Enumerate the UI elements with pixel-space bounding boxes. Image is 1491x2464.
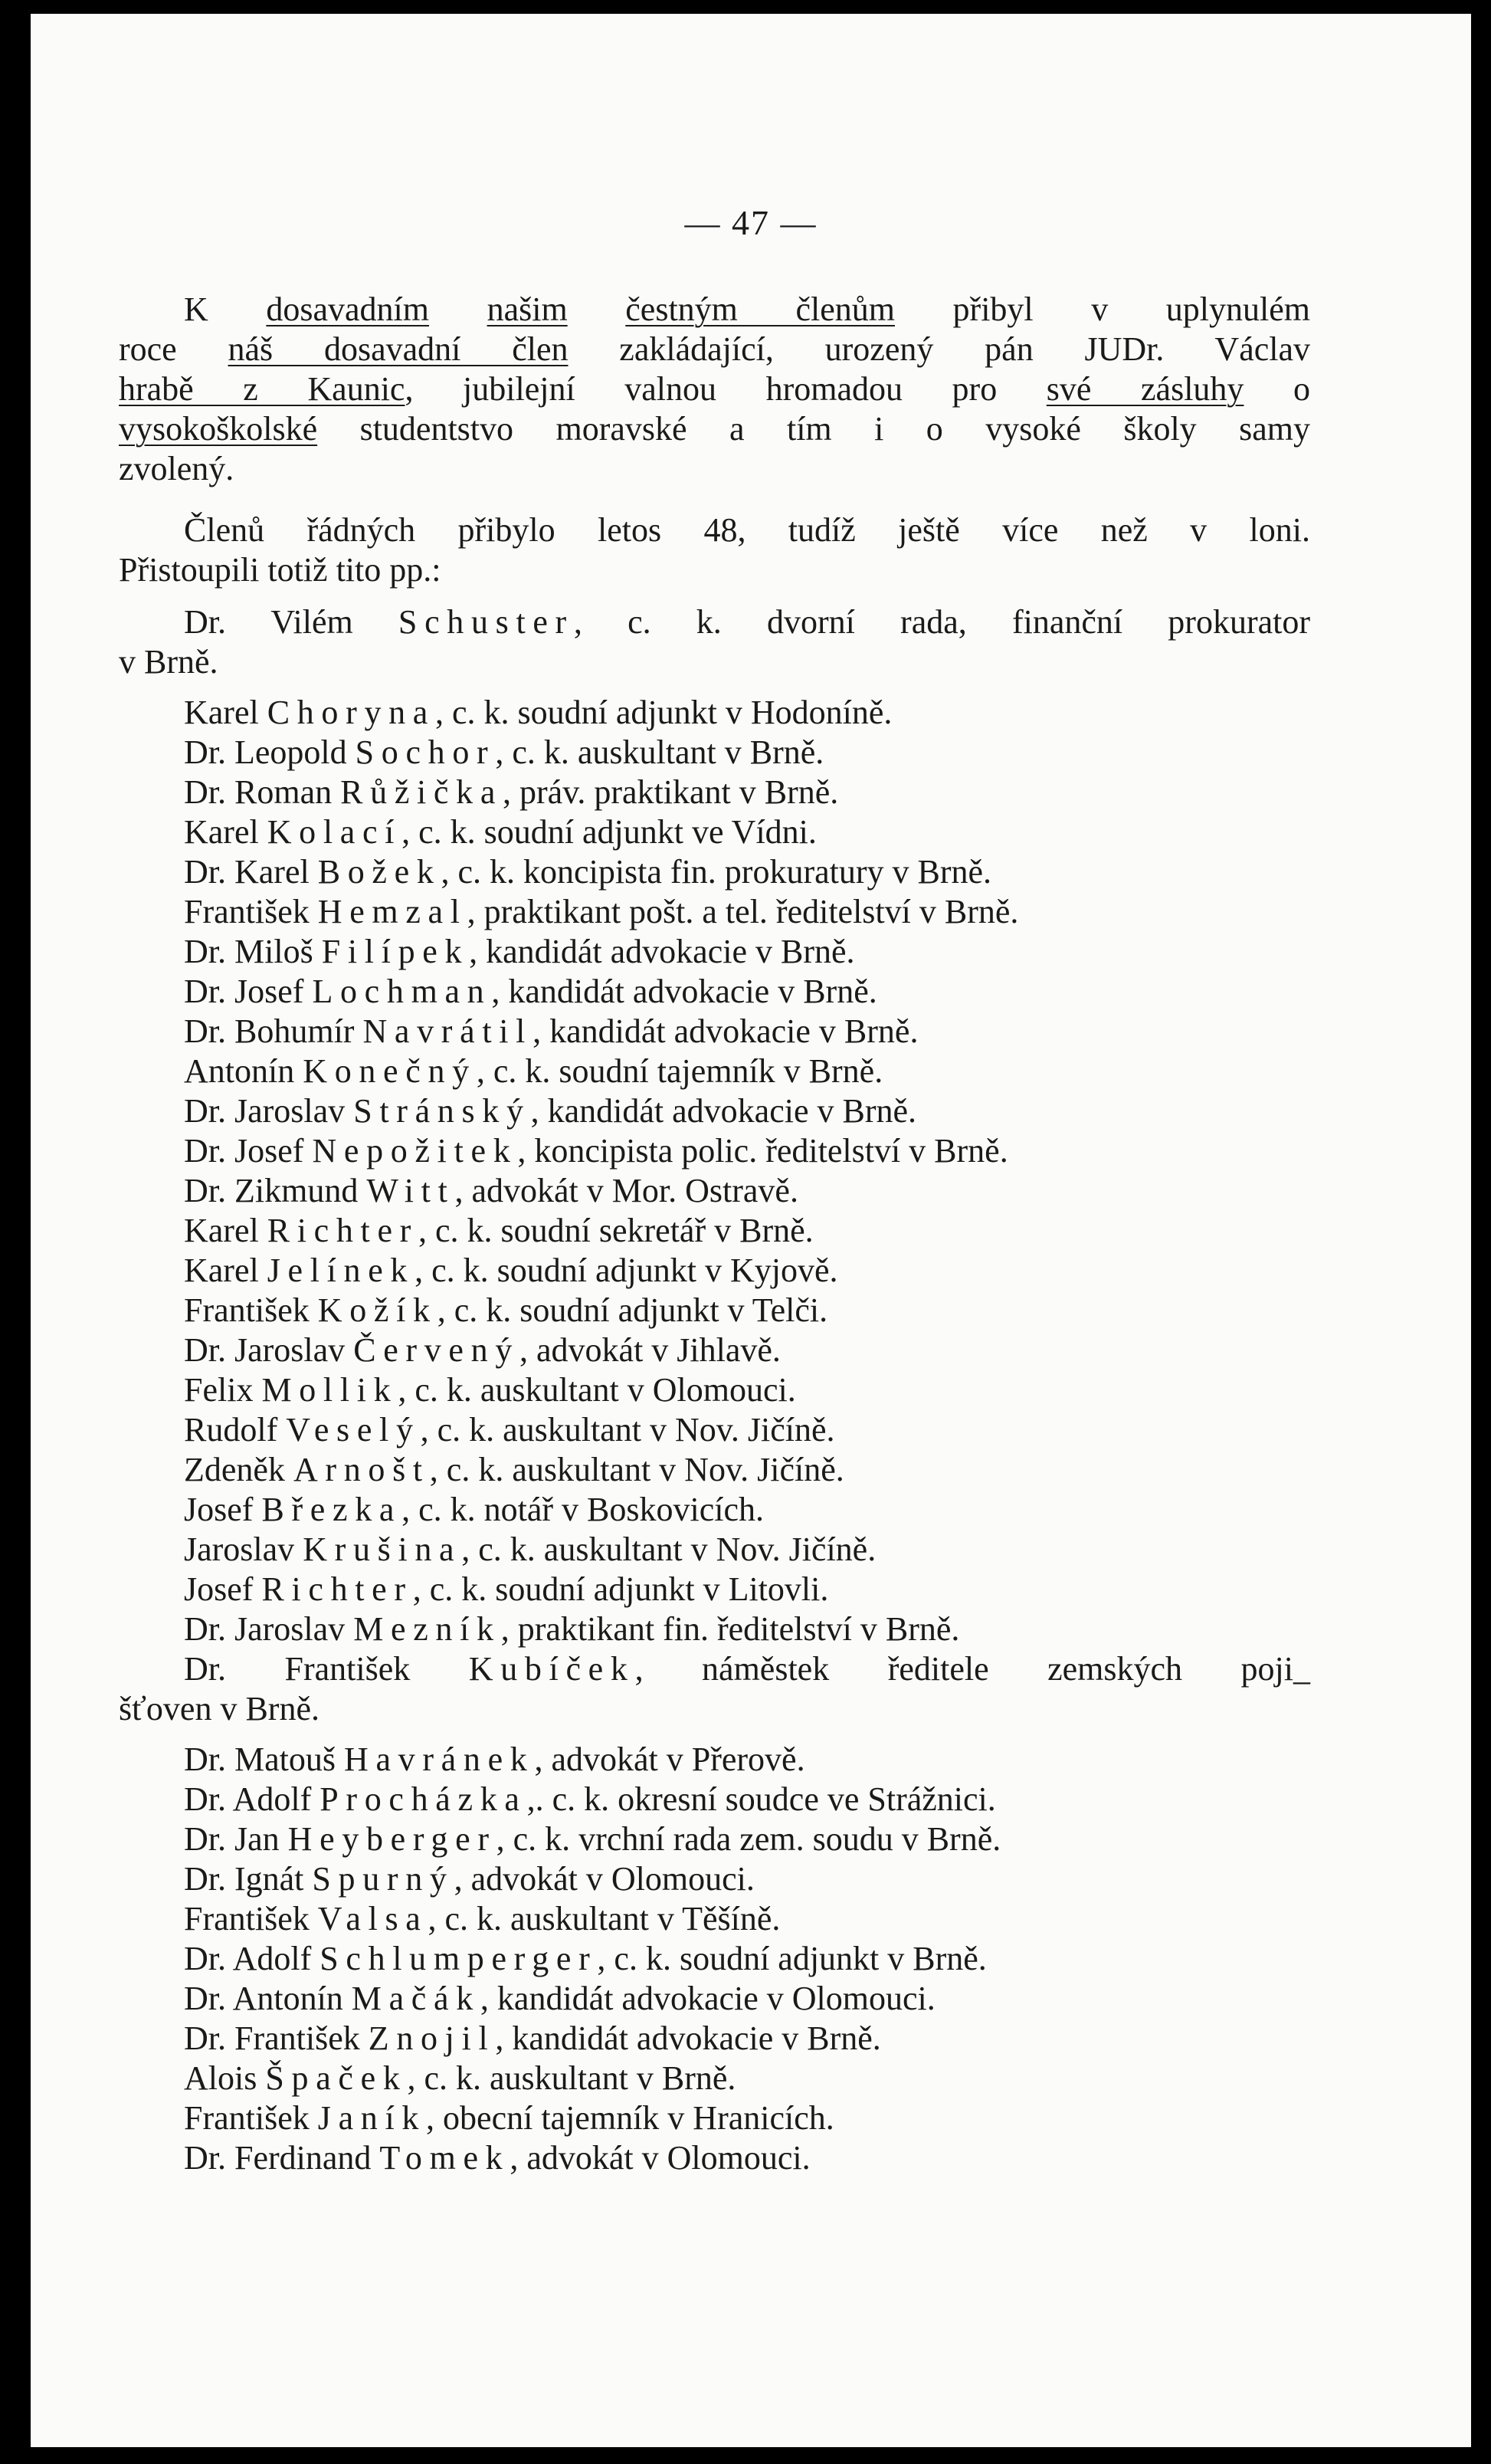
member-entry: František Valsa, c. k. auskultant v Těšíně. <box>184 1900 781 1937</box>
member-entry: Karel Choryna, c. k. soudní adjunkt v Hodoníně. <box>184 694 893 731</box>
member-entry: Dr. Josef Lochman, kandidát advokacie v Brně. <box>184 973 877 1010</box>
intro-line-4: vysokoškolské studentstvo moravské a tím i o vysoké školy samy <box>119 410 1310 448</box>
members-count-line: Členů řádných přibylo letos 48, tudíž ještě více než v loni. <box>184 511 1310 549</box>
member-entry: Dr. František Znojil, kandidát advokacie v Brně. <box>184 2019 881 2057</box>
intro-line-3: hrabě z Kaunic, jubilejní valnou hromadou pro své zásluhy o <box>119 370 1311 408</box>
member-entry: František Kožík, c. k. soudní adjunkt v Telči. <box>184 1291 828 1329</box>
member-entry: Dr. Miloš Filípek, kandidát advokacie v Brně. <box>184 933 855 970</box>
member-entry: Josef Březka, c. k. notář v Boskovicích. <box>184 1491 765 1528</box>
member-entry: Rudolf Veselý, c. k. auskultant v Nov. Jičíně. <box>184 1411 835 1449</box>
member-entry: Karel Kolací, c. k. soudní adjunkt ve Vídni. <box>184 813 817 851</box>
member-entry: Dr. Adolf Procházka,. c. k. okresní soudce ve Strážnici. <box>184 1780 996 1818</box>
intro-line-1: K dosavadním našim čestným členům přibyl v uplynulém <box>184 290 1311 328</box>
intro-line-5: zvolený. <box>119 450 234 487</box>
member-entry: František Hemzal, praktikant pošt. a tel. ředitelství v Brně. <box>184 893 1019 930</box>
page-number: — 47 — <box>684 203 818 242</box>
member-entry-continuation: v Brně. <box>119 643 218 681</box>
member-entry: Dr. František Kubíček, náměstek ředitele zemských poji_ <box>184 1650 1310 1688</box>
member-entry: Dr. Roman Růžička, práv. praktikant v Brně. <box>184 773 839 811</box>
member-entry: Dr. Josef Nepožitek, koncipista polic. ředitelství v Brně. <box>184 1132 1008 1170</box>
member-entry: Dr. Ferdinand Tomek, advokát v Olomouci. <box>184 2139 811 2177</box>
member-entry: Dr. Jaroslav Stránský, kandidát advokacie v Brně. <box>184 1092 917 1130</box>
member-entry: Dr. Antonín Mačák, kandidát advokacie v Olomouci. <box>184 1980 936 2017</box>
member-entry: Antonín Konečný, c. k. soudní tajemník v Brně. <box>184 1052 883 1090</box>
member-entry: Dr. Matouš Havránek, advokát v Přerově. <box>184 1741 805 1778</box>
member-entry: Zdeněk Arnošt, c. k. auskultant v Nov. Jičíně. <box>184 1451 844 1488</box>
member-entry: Dr. Vilém Schuster, c. k. dvorní rada, finanční prokurator <box>184 603 1310 641</box>
member-entry: Dr. Zikmund Witt, advokát v Mor. Ostravě. <box>184 1172 798 1209</box>
member-entry: Karel Jelínek, c. k. soudní adjunkt v Kyjově. <box>184 1252 838 1289</box>
member-entry: Josef Richter, c. k. soudní adjunkt v Litovli. <box>184 1570 829 1608</box>
intro-line-2: roce náš dosavadní člen zakládající, urozený pán JUDr. Václav <box>119 330 1311 368</box>
member-entry: Dr. Jan Heyberger, c. k. vrchní rada zem. soudu v Brně. <box>184 1820 1001 1858</box>
member-entry: Dr. Adolf Schlumperger, c. k. soudní adjunkt v Brně. <box>184 1940 987 1977</box>
member-entry: Dr. Jaroslav Mezník, praktikant fin. ředitelství v Brně. <box>184 1610 960 1648</box>
member-entry: Dr. Ignát Spurný, advokát v Olomouci. <box>184 1860 755 1898</box>
member-entry: Karel Richter, c. k. soudní sekretář v Brně. <box>184 1212 814 1249</box>
member-entry: Alois Špaček, c. k. auskultant v Brně. <box>184 2059 736 2097</box>
member-entry: Dr. Leopold Sochor, c. k. auskultant v Brně. <box>184 733 824 771</box>
members-intro-line: Přistoupili totiž tito pp.: <box>119 551 441 589</box>
member-entry: Felix Mollik, c. k. auskultant v Olomouci. <box>184 1371 796 1409</box>
book-page <box>31 14 1471 2447</box>
member-entry: Dr. Jaroslav Červený, advokát v Jihlavě. <box>184 1331 781 1369</box>
member-entry: Jaroslav Krušina, c. k. auskultant v Nov. Jičíně. <box>184 1531 877 1568</box>
member-entry: Dr. Karel Božek, c. k. koncipista fin. prokuratury v Brně. <box>184 853 992 891</box>
member-entry: František Janík, obecní tajemník v Hranicích. <box>184 2099 834 2137</box>
member-entry-continuation: šťoven v Brně. <box>119 1690 320 1727</box>
member-entry: Dr. Bohumír Navrátil, kandidát advokacie v Brně. <box>184 1012 919 1050</box>
